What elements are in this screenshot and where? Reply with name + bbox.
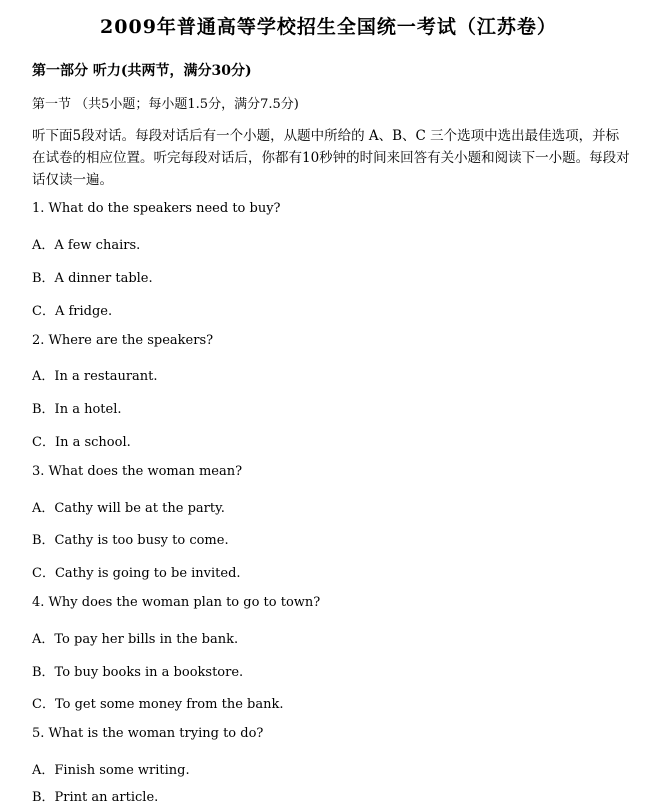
question-3-option-b: B．Cathy is too busy to come. <box>32 533 229 548</box>
question-2-option-b: B．In a hotel. <box>32 402 122 417</box>
instructions-paragraph: 听下面5段对话。每段对话后有一个小题，从题中所给的 A、B、C 三个选项中选出最佳选项，并标在试卷的相应位置。听完每段对话后，你都有10秒钟的时间来回答有关小题和阅读下一小题。每段对话仅读一遍。 <box>32 128 630 188</box>
question-1-option-c: C．A fridge. <box>32 304 113 319</box>
question-1-option-b: B．A dinner table. <box>32 271 153 286</box>
question-5-option-a: A．Finish some writing. <box>32 763 190 778</box>
question-5-stem: 5. What is the woman trying to do? <box>32 726 264 741</box>
question-3-option-c: C．Cathy is going to be invited. <box>32 566 241 581</box>
question-3-option-a: A．Cathy will be at the party. <box>32 501 225 516</box>
section-heading: 第一节 （共5小题；每小题1.5分，满分7.5分) <box>32 97 299 112</box>
question-5-option-b: B．Print an article. <box>32 790 159 805</box>
question-4-stem: 4. Why does the woman plan to go to town? <box>32 595 321 610</box>
question-4-option-b: B．To buy books in a bookstore. <box>32 665 244 680</box>
question-2-option-a: A．In a restaurant. <box>32 369 158 384</box>
page-title: 2009年普通高等学校招生全国统一考试（江苏卷） <box>100 16 557 38</box>
question-4-option-a: A．To pay her bills in the bank. <box>32 632 239 647</box>
question-2-option-c: C．In a school. <box>32 435 131 450</box>
question-1-stem: 1. What do the speakers need to buy? <box>32 201 281 216</box>
question-3-stem: 3. What does the woman mean? <box>32 464 243 479</box>
question-4-option-c: C．To get some money from the bank. <box>32 697 284 712</box>
part-heading: 第一部分 听力(共两节，满分30分) <box>32 63 252 79</box>
question-1-option-a: A．A few chairs. <box>32 238 141 253</box>
question-2-stem: 2. Where are the speakers? <box>32 333 214 348</box>
